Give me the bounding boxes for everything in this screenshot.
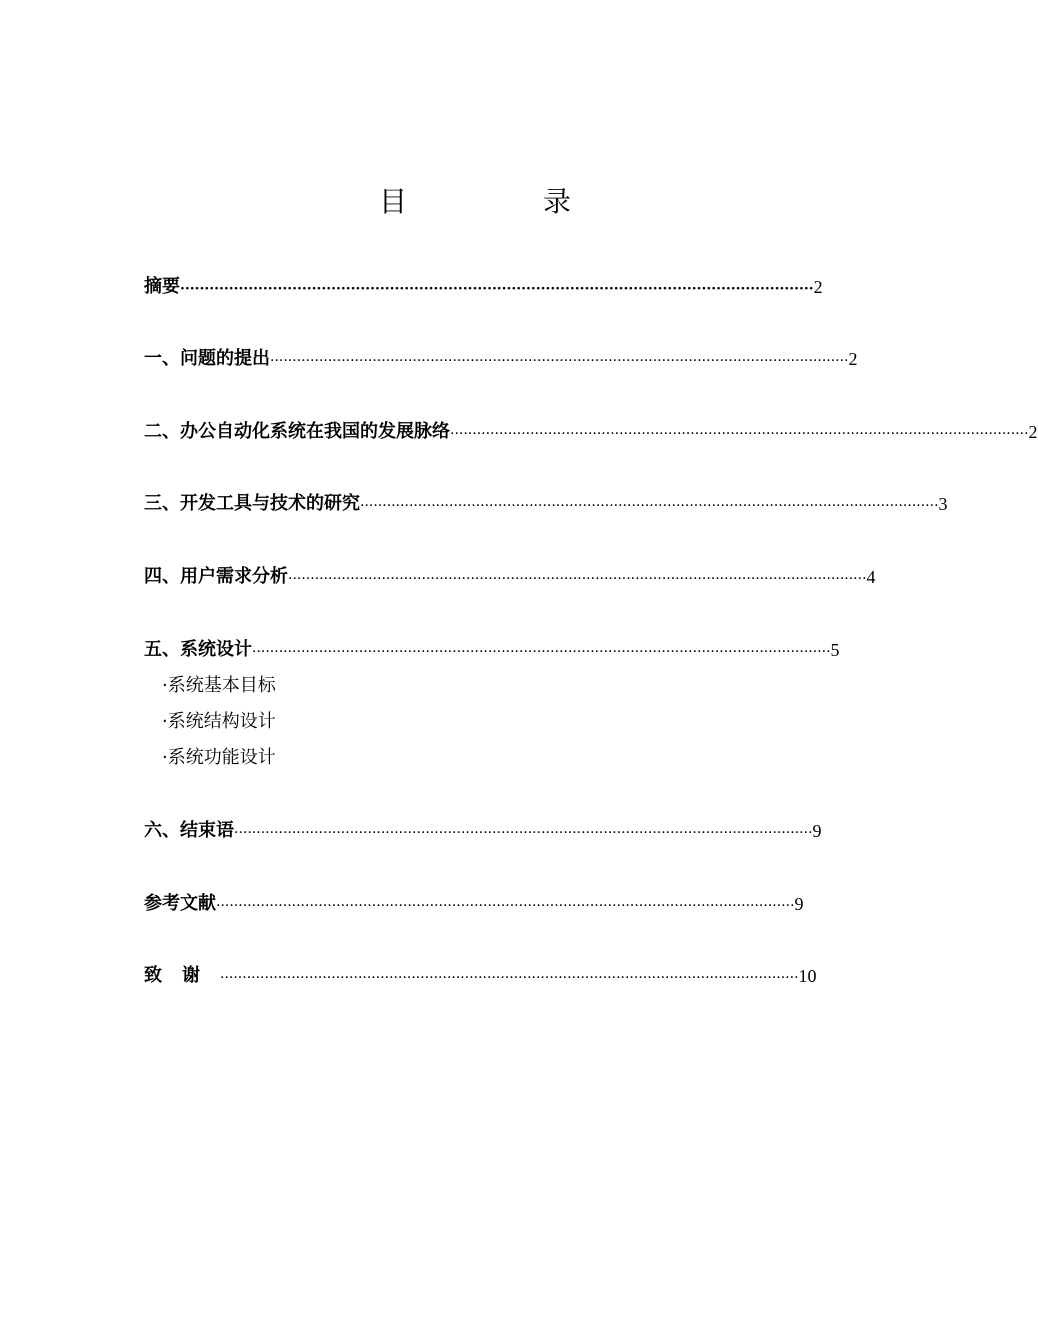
toc-title: 目 录 bbox=[378, 185, 625, 218]
toc-dot-leader: ·································································································································· bbox=[180, 281, 814, 297]
toc-dot-leader: ·································································································································· bbox=[270, 353, 849, 369]
toc-dot-leader: ·································································································································· bbox=[234, 825, 813, 841]
toc-sub-entry-basic-goals[interactable]: ·系统基本目标 bbox=[162, 675, 276, 696]
toc-entry-abstract[interactable] bbox=[144, 274, 823, 300]
toc-page-number: 2 bbox=[813, 277, 823, 297]
toc-entry-label: 三、开发工具与技术的研究 bbox=[144, 493, 360, 514]
toc-page-number: 3 bbox=[938, 494, 948, 514]
toc-dot-leader: ·································································································································· bbox=[216, 898, 795, 914]
toc-entry-section-1[interactable] bbox=[144, 346, 858, 372]
toc-entry-references[interactable] bbox=[144, 891, 804, 917]
toc-dot-leader: ·································································································································· bbox=[252, 644, 831, 660]
toc-page-number: 4 bbox=[866, 567, 876, 587]
toc-dot-leader: ·································································································································· bbox=[450, 426, 1029, 442]
toc-entry-acknowledgements[interactable] bbox=[144, 963, 817, 989]
toc-entry-section-6[interactable] bbox=[144, 818, 822, 844]
toc-sub-entry-function-design[interactable]: ·系统功能设计 bbox=[162, 747, 276, 768]
toc-page-number: 2 bbox=[848, 349, 858, 369]
toc-entry-label: 六、结束语 bbox=[144, 820, 234, 841]
toc-entry-label: 四、用户需求分析 bbox=[144, 566, 288, 587]
toc-page-number: 10 bbox=[798, 966, 817, 986]
toc-dot-leader: ·································································································································· bbox=[220, 970, 799, 986]
toc-dot-leader: ·································································································································· bbox=[288, 571, 867, 587]
toc-sub-entry-structure-design[interactable]: ·系统结构设计 bbox=[162, 711, 276, 732]
toc-page-number: 2 bbox=[1028, 422, 1038, 442]
toc-page-number: 5 bbox=[830, 640, 840, 660]
toc-page-number: 9 bbox=[794, 894, 804, 914]
toc-entry-label: 摘要 bbox=[144, 276, 180, 297]
toc-entry-label: 一、问题的提出 bbox=[144, 348, 270, 369]
toc-dot-leader: ·································································································································· bbox=[360, 498, 939, 514]
toc-entry-section-4[interactable] bbox=[144, 564, 876, 590]
toc-entry-section-5[interactable] bbox=[144, 637, 840, 663]
toc-entry-section-2[interactable] bbox=[144, 419, 1038, 445]
toc-entry-label: 二、办公自动化系统在我国的发展脉络 bbox=[144, 421, 450, 442]
toc-entry-label: 五、系统设计 bbox=[144, 639, 252, 660]
toc-entry-label: 致谢 bbox=[144, 965, 220, 986]
toc-entry-label: 参考文献 bbox=[144, 893, 216, 914]
toc-entry-section-3[interactable] bbox=[144, 491, 948, 517]
toc-page-number: 9 bbox=[812, 821, 822, 841]
